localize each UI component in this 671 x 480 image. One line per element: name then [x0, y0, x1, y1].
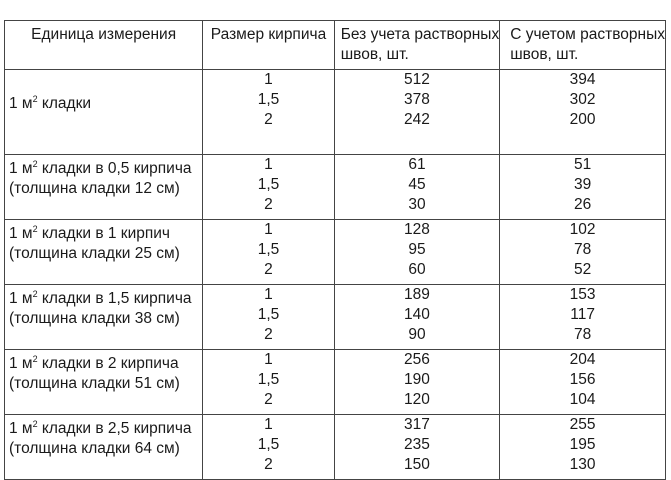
with-joints-cell-value: 200	[569, 111, 596, 128]
with-joints-cell	[500, 155, 666, 220]
unit-cell	[5, 415, 203, 480]
without-joints-cell	[334, 415, 500, 480]
without-joints-cell	[334, 220, 500, 285]
brick-size-cell	[203, 285, 334, 350]
brick-size-cell-value: 1	[264, 221, 273, 238]
unit-cell	[5, 220, 203, 285]
with-joints-cell-value: 130	[569, 456, 596, 473]
without-joints-cell	[334, 285, 500, 350]
table-row	[5, 70, 666, 155]
with-joints-cell-value: 302	[569, 91, 596, 108]
unit-label: 1 $м^2$ кладки в 1,5 кирпича	[9, 289, 192, 307]
without-joints-cell-value: 140	[404, 306, 430, 323]
unit-cell	[5, 350, 203, 415]
brick-size-cell-value: 1,5	[257, 241, 280, 258]
with-joints-cell	[500, 70, 666, 155]
with-joints-cell	[500, 285, 666, 350]
without-joints-cell-value: 45	[408, 176, 426, 193]
brick-size-cell-value: 1	[264, 351, 273, 368]
with-joints-cell-value: 255	[569, 416, 596, 433]
without-joints-cell-value: 242	[404, 111, 430, 128]
without-joints-cell-value: 95	[408, 241, 426, 258]
unit-label: 1 $м^2$ кладки в 2,5 кирпича	[9, 419, 192, 437]
without-joints-cell-value: 256	[404, 351, 430, 368]
without-joints-cell-value: 128	[404, 221, 430, 238]
without-joints-cell-value: 120	[404, 391, 430, 408]
without-joints-cell-value: 30	[408, 196, 426, 213]
without-joints-cell-value: 150	[404, 456, 430, 473]
brick-size-cell-value: 1,5	[257, 306, 280, 323]
with-joints-cell	[500, 415, 666, 480]
with-joints-cell-value: 39	[573, 176, 592, 193]
brick-size-cell-value: 2	[264, 391, 273, 408]
without-joints-cell-value: 235	[404, 436, 430, 453]
without-joints-cell	[334, 70, 500, 155]
brick-size-cell-value: 1	[264, 71, 273, 88]
unit-label: 1 $м^2$ кладки в 0,5 кирпича	[9, 159, 192, 177]
without-joints-cell-value: 90	[408, 326, 426, 343]
with-joints-cell-value: 78	[573, 241, 592, 258]
table-header-row	[5, 21, 666, 70]
with-joints-cell-value: 153	[569, 286, 596, 303]
unit-thickness-label: (толщина кладки 12 см)	[9, 180, 180, 197]
header-with-joints: С учетом растворных швов, шт.	[500, 21, 666, 70]
with-joints-cell-value: 52	[573, 261, 592, 278]
table-row	[5, 220, 666, 285]
brick-size-cell	[203, 415, 334, 480]
brick-size-cell-value: 1,5	[257, 371, 280, 388]
table-row	[5, 415, 666, 480]
with-joints-cell-value: 204	[569, 351, 596, 368]
brick-size-cell-value: 2	[264, 196, 273, 213]
brick-size-cell	[203, 155, 334, 220]
unit-thickness-label: (толщина кладки 25 см)	[9, 245, 180, 262]
with-joints-cell-value: 117	[570, 306, 595, 323]
without-joints-cell-value: 378	[404, 91, 430, 108]
with-joints-cell-value: 102	[569, 221, 596, 238]
header-without-joints: Без учета растворных швов, шт.	[334, 21, 500, 70]
without-joints-cell	[334, 155, 500, 220]
without-joints-cell-value: 60	[408, 261, 426, 278]
unit-cell	[5, 70, 203, 155]
table-body	[5, 70, 666, 480]
unit-thickness-label: (толщина кладки 51 см)	[9, 375, 180, 392]
with-joints-cell-value: 195	[569, 436, 596, 453]
brick-size-cell	[203, 70, 334, 155]
with-joints-cell-value: 156	[569, 371, 596, 388]
unit-label: 1 $м^2$ кладки	[9, 94, 92, 112]
unit-thickness-label: (толщина кладки 64 см)	[9, 440, 180, 457]
brick-size-cell-value: 2	[264, 326, 273, 343]
unit-cell	[5, 155, 203, 220]
unit-label: 1 $м^2$ кладки в 2 кирпича	[9, 354, 179, 372]
unit-cell	[5, 285, 203, 350]
table-row	[5, 350, 666, 415]
brick-size-cell-value: 1,5	[257, 436, 280, 453]
header-brick-size: Размер кирпича	[203, 21, 334, 70]
without-joints-cell-value: 317	[404, 416, 430, 433]
without-joints-cell-value: 512	[404, 71, 430, 88]
brick-size-cell-value: 1	[264, 156, 273, 173]
with-joints-cell	[500, 350, 666, 415]
without-joints-cell-value: 61	[408, 156, 426, 173]
brick-size-cell	[203, 350, 334, 415]
brick-count-table	[4, 20, 666, 480]
without-joints-cell-value: 190	[404, 371, 430, 388]
brick-size-cell-value: 1,5	[257, 176, 280, 193]
with-joints-cell-value: 104	[569, 391, 596, 408]
brick-size-cell-value: 2	[264, 261, 273, 278]
brick-size-cell-value: 2	[264, 111, 273, 128]
brick-size-cell-value: 1	[264, 286, 273, 303]
brick-size-cell	[203, 220, 334, 285]
with-joints-cell-value: 394	[569, 71, 596, 88]
unit-label: 1 $м^2$ кладки в 1 кирпич	[9, 224, 170, 242]
brick-size-cell-value: 1,5	[257, 91, 280, 108]
table-row	[5, 285, 666, 350]
with-joints-cell-value: 51	[573, 156, 592, 173]
brick-size-cell-value: 1	[264, 416, 273, 433]
with-joints-cell	[500, 220, 666, 285]
table-row	[5, 155, 666, 220]
with-joints-cell-value: 78	[573, 326, 592, 343]
header-unit: Единица измерения	[5, 21, 203, 70]
brick-size-cell-value: 2	[264, 456, 273, 473]
with-joints-cell-value: 26	[573, 196, 592, 213]
without-joints-cell	[334, 350, 500, 415]
without-joints-cell-value: 189	[404, 286, 430, 303]
unit-thickness-label: (толщина кладки 38 см)	[9, 310, 180, 327]
